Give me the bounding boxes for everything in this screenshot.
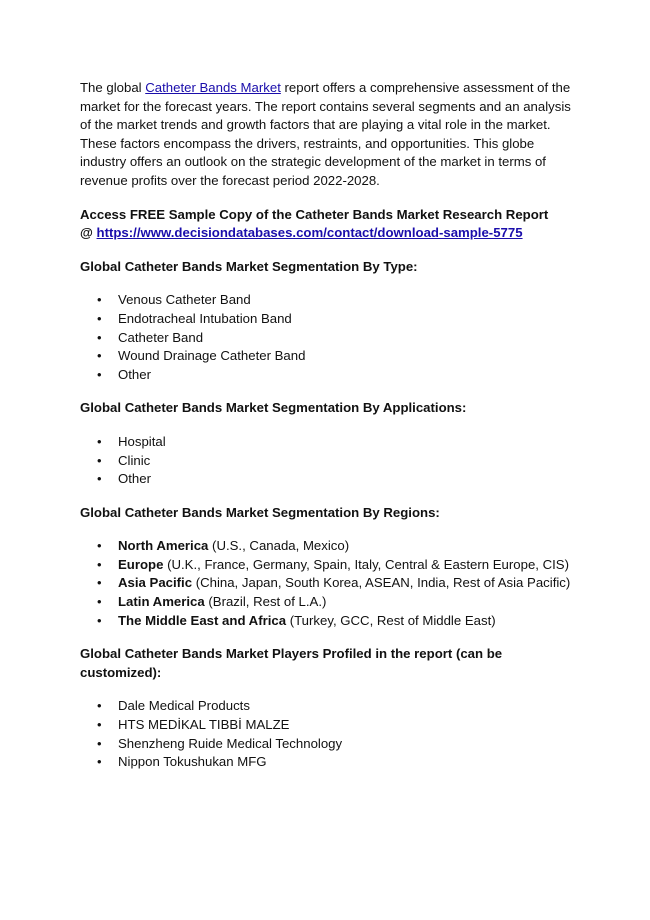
list-item: • Catheter Band bbox=[118, 329, 580, 348]
region-name: Europe bbox=[118, 556, 164, 572]
market-report-link[interactable]: Catheter Bands Market bbox=[145, 80, 281, 95]
download-sample-link[interactable]: https://www.decisiondatabases.com/contact/download-sample-5775 bbox=[96, 225, 523, 241]
players-heading: Global Catheter Bands Market Players Profiled in the report (can be customized): bbox=[80, 646, 503, 680]
list-item: • Endotracheal Intubation Band bbox=[118, 310, 580, 329]
application-segmentation-heading: Global Catheter Bands Market Segmentation By Applications: bbox=[80, 400, 467, 416]
region-segmentation-heading: Global Catheter Bands Market Segmentation By Regions: bbox=[80, 504, 440, 520]
list-item: • Wound Drainage Catheter Band bbox=[118, 347, 580, 366]
region-detail: (Brazil, Rest of L.A.) bbox=[204, 594, 327, 610]
region-detail: (U.S., Canada, Mexico) bbox=[208, 538, 350, 554]
sample-copy-at: @ bbox=[80, 225, 97, 241]
list-item: • Nippon Tokushukan MFG bbox=[118, 753, 580, 772]
document-page bbox=[80, 79, 580, 787]
list-item: • Shenzheng Ruide Medical Technology bbox=[118, 735, 580, 754]
list-item bbox=[118, 537, 580, 556]
list-item: • Hospital bbox=[118, 433, 580, 452]
list-item bbox=[118, 574, 580, 593]
region-name: Asia Pacific bbox=[118, 575, 193, 591]
region-segment-list bbox=[80, 537, 580, 630]
intro-lead: The global bbox=[80, 80, 146, 95]
players-list bbox=[80, 697, 580, 771]
list-item: • HTS MEDİKAL TIBBİ MALZE bbox=[118, 716, 580, 735]
list-item bbox=[118, 593, 580, 612]
region-detail: (Turkey, GCC, Rest of Middle East) bbox=[286, 612, 496, 628]
region-name: The Middle East and Africa bbox=[118, 612, 287, 628]
list-item: • Other bbox=[118, 366, 580, 385]
region-detail: (China, Japan, South Korea, ASEAN, India, Rest of Asia Pacific) bbox=[192, 575, 571, 591]
region-detail: (U.K., France, Germany, Spain, Italy, Central & Eastern Europe, CIS) bbox=[163, 556, 569, 572]
region-name: Latin America bbox=[118, 594, 205, 610]
list-item: • Other bbox=[118, 470, 580, 489]
sample-copy-text: Access FREE Sample Copy of the Catheter Bands Market Research Report bbox=[80, 206, 549, 222]
list-item bbox=[118, 556, 580, 575]
list-item: • Clinic bbox=[118, 452, 580, 471]
region-name: North America bbox=[118, 538, 209, 554]
intro-paragraph bbox=[80, 79, 580, 191]
sample-copy-callout bbox=[80, 206, 580, 243]
intro-rest: report offers a comprehensive assessment of the market for the forecast years. The report contains several segments and an analysis of the market trends and growth factors that are playing a vital role in the market. These factors encompass the drivers, restraints, and opportunities. This globe industry offers an outlook on the strategic development of the market in terms of revenue profits over the forecast period 2022-2028. bbox=[80, 80, 571, 188]
list-item: • Dale Medical Products bbox=[118, 697, 580, 716]
list-item: • Venous Catheter Band bbox=[118, 291, 580, 310]
list-item bbox=[118, 612, 580, 631]
type-segment-list bbox=[80, 291, 580, 384]
application-segment-list bbox=[80, 433, 580, 489]
type-segmentation-heading: Global Catheter Bands Market Segmentation By Type: bbox=[80, 258, 418, 274]
